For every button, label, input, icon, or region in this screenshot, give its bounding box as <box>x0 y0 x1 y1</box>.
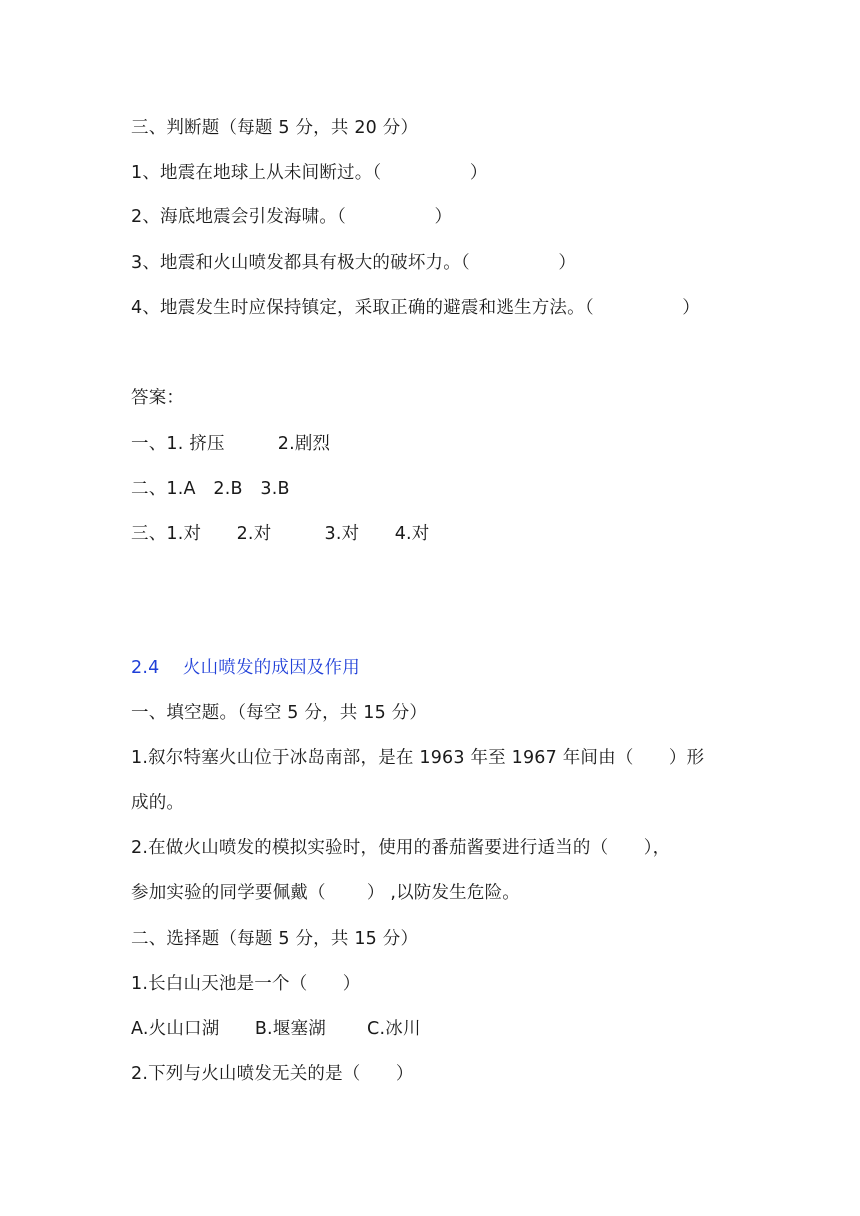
judgment-item-4: 4、地震发生时应保持镇定，采取正确的避震和逃生方法。（ ） <box>131 298 700 318</box>
fill-question-1-line-2: 成的。 <box>131 793 185 813</box>
fill-question-1-line-1: 1.叙尔特塞火山位于冰岛南部，是在 1963 年至 1967 年间由（ ）形 <box>131 748 705 768</box>
fill-question-2-line-2: 参加实验的同学要佩戴（ ） ,以防发生危险。 <box>131 883 520 903</box>
judgment-item-1: 1、地震在地球上从未间断过。（ ） <box>131 163 488 183</box>
choice-heading: 二、选择题（每题 5 分，共 15 分） <box>131 929 419 949</box>
fill-heading: 一、填空题。（每空 5 分，共 15 分） <box>131 703 428 723</box>
answers-row-1: 一、1. 挤压 2.剧烈 <box>131 434 331 454</box>
fill-question-2-line-1: 2.在做火山喷发的模拟实验时，使用的番茄酱要进行适当的（ ）， <box>131 838 671 858</box>
judgment-item-2: 2、海底地震会引发海啸。（ ） <box>131 207 453 227</box>
choice-question-2: 2.下列与火山喷发无关的是（ ） <box>131 1064 414 1084</box>
judgment-item-3: 3、地震和火山喷发都具有极大的破坏力。（ ） <box>131 253 577 273</box>
answers-row-2: 二、1.A 2.B 3.B <box>131 479 290 499</box>
lesson-title: 2.4 火山喷发的成因及作用 <box>131 658 360 678</box>
answers-row-3: 三、1.对 2.对 3.对 4.对 <box>131 524 430 544</box>
choice-question-1-options: A.火山口湖 B.堰塞湖 C.冰川 <box>131 1019 421 1039</box>
choice-question-1: 1.长白山天池是一个（ ） <box>131 974 361 994</box>
answers-title: 答案： <box>131 388 185 408</box>
judgment-heading: 三、判断题（每题 5 分，共 20 分） <box>131 118 419 138</box>
